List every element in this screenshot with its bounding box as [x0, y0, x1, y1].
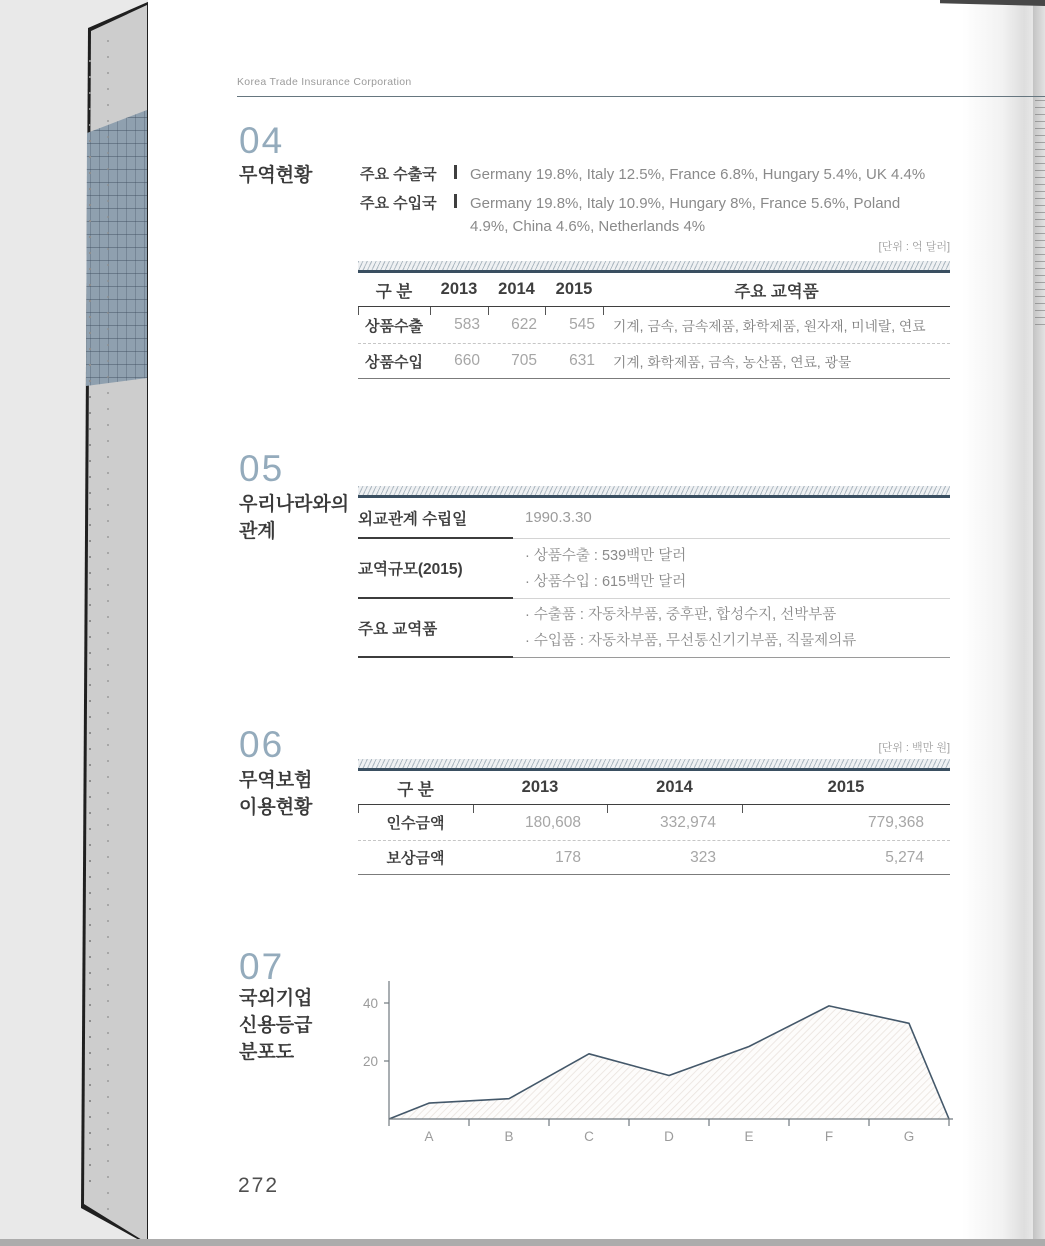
chart-area-fill — [389, 1006, 949, 1119]
table-row-underwriting — [358, 805, 950, 840]
svg-text:20: 20 — [362, 1054, 378, 1069]
col-header-2014: 2014 — [498, 280, 535, 298]
row-label: 상품수입 — [365, 353, 423, 371]
import-countries-label: 주요 수입국 — [360, 195, 437, 212]
table-row-imports — [358, 343, 950, 379]
value-2015: 631 — [569, 352, 595, 369]
value-items: 기계, 금속, 금속제품, 화학제품, 원자재, 미네랄, 연료 — [613, 319, 926, 334]
col-header-2014: 2014 — [656, 778, 693, 796]
row-label: 상품수출 — [365, 317, 423, 335]
svg-text:C: C — [584, 1129, 594, 1144]
insurance-usage-table — [358, 759, 950, 875]
section-number-07: 07 — [239, 946, 285, 987]
section-title-05: 우리나라와의 관계 — [239, 494, 350, 542]
table-row-exports — [358, 307, 950, 343]
svg-text:G: G — [903, 1129, 915, 1144]
value-2014: 622 — [511, 316, 537, 333]
value-2015: 5,274 — [885, 848, 924, 866]
row-label: 인수금액 — [386, 815, 445, 832]
label-separator-bar — [454, 165, 457, 179]
value-2015: 545 — [569, 316, 595, 333]
row-label: 외교관계 수립일 — [358, 498, 513, 539]
x-axis-labels — [424, 1129, 914, 1144]
col-header-group: 구 분 — [375, 282, 413, 301]
row-label: 주요 교역품 — [358, 599, 513, 658]
table-row-compensation — [358, 840, 950, 875]
credit-rating-distribution-chart — [355, 973, 965, 1153]
row-label: 보상금액 — [386, 850, 445, 867]
svg-text:F: F — [824, 1129, 834, 1144]
unit-label-sec04: [단위 : 억 달러] — [878, 241, 950, 253]
col-header-2015: 2015 — [555, 280, 593, 298]
brand-header: Korea Trade Insurance Corporation — [237, 76, 412, 88]
value-2014: 705 — [511, 352, 537, 369]
export-countries-row — [360, 163, 925, 186]
row-major-goods — [358, 599, 950, 658]
book-bottom-edge — [0, 1239, 1045, 1246]
row-trade-volume — [358, 539, 950, 599]
label-separator-bar — [454, 194, 457, 208]
book-stitch-line — [107, 40, 109, 1210]
table-hatch-band — [358, 759, 950, 768]
section-title-04: 무역현황 — [239, 165, 313, 186]
relations-table — [358, 486, 950, 658]
col-header-2015: 2015 — [827, 778, 865, 796]
svg-text:A: A — [424, 1129, 434, 1144]
row-value: 1990.3.30 — [525, 509, 592, 526]
value-2013: 180,608 — [524, 813, 581, 831]
svg-text:B: B — [504, 1129, 514, 1144]
value-2014: 332,974 — [659, 813, 716, 831]
export-countries-value: Germany 19.8%, Italy 12.5%, France 6.8%, Hungary 5.4%, UK 4.4% — [470, 166, 926, 183]
y-axis-labels — [363, 996, 389, 1069]
row-value-line2: · 상품수입 : 615백만 달러 — [525, 573, 687, 590]
import-countries-value-line1: Germany 19.8%, Italy 10.9%, Hungary 8%, France 5.6%, Poland — [470, 195, 901, 212]
value-2013: 583 — [454, 316, 480, 333]
col-header-2013: 2013 — [440, 280, 478, 298]
export-countries-label: 주요 수출국 — [360, 166, 437, 183]
col-header-items: 주요 교역품 — [734, 282, 819, 301]
row-value-line2: · 수입품 : 자동차부품, 무선통신기기부품, 직물제의류 — [525, 633, 857, 649]
value-2014: 323 — [690, 848, 716, 866]
table-header-row — [358, 273, 950, 307]
section-number-04: 04 — [239, 120, 285, 161]
header-rule — [237, 96, 1045, 97]
import-countries-row — [360, 192, 900, 238]
row-label: 교역규모(2015) — [358, 539, 513, 599]
book-stitch-line — [89, 60, 91, 1190]
svg-text:D: D — [664, 1129, 674, 1144]
unit-label-sec06: [단위 : 백만 원] — [878, 742, 950, 754]
value-2013: 660 — [454, 352, 480, 369]
row-diplomatic-relations — [358, 498, 950, 539]
value-items: 기계, 화학제품, 금속, 농산품, 연료, 광물 — [613, 355, 852, 370]
value-2015: 779,368 — [867, 813, 924, 831]
import-countries-value-line2: 4.9%, China 4.6%, Netherlands 4% — [470, 218, 706, 235]
table-header-row — [358, 771, 950, 805]
svg-text:40: 40 — [362, 996, 378, 1011]
trade-status-table — [358, 261, 950, 379]
value-2013: 178 — [555, 848, 581, 866]
table-hatch-band — [358, 486, 950, 495]
page-number: 272 — [238, 1174, 280, 1197]
page-edge-texture — [1035, 100, 1045, 330]
table-hatch-band — [358, 261, 950, 270]
section-number-05: 05 — [239, 448, 285, 489]
row-value-line1: · 상품수출 : 539백만 달러 — [525, 547, 687, 564]
section-number-06: 06 — [239, 724, 285, 765]
col-header-2013: 2013 — [521, 778, 559, 796]
x-axis-ticks — [389, 1119, 949, 1126]
row-value-line1: · 수출품 : 자동차부품, 중후판, 합성수지, 선박부품 — [525, 607, 837, 623]
col-header-group: 구 분 — [397, 780, 434, 799]
section-title-07: 국외기업 신용등급 분포도 — [239, 988, 313, 1063]
svg-text:E: E — [744, 1129, 754, 1144]
section-title-06: 무역보험 이용현황 — [239, 770, 313, 818]
